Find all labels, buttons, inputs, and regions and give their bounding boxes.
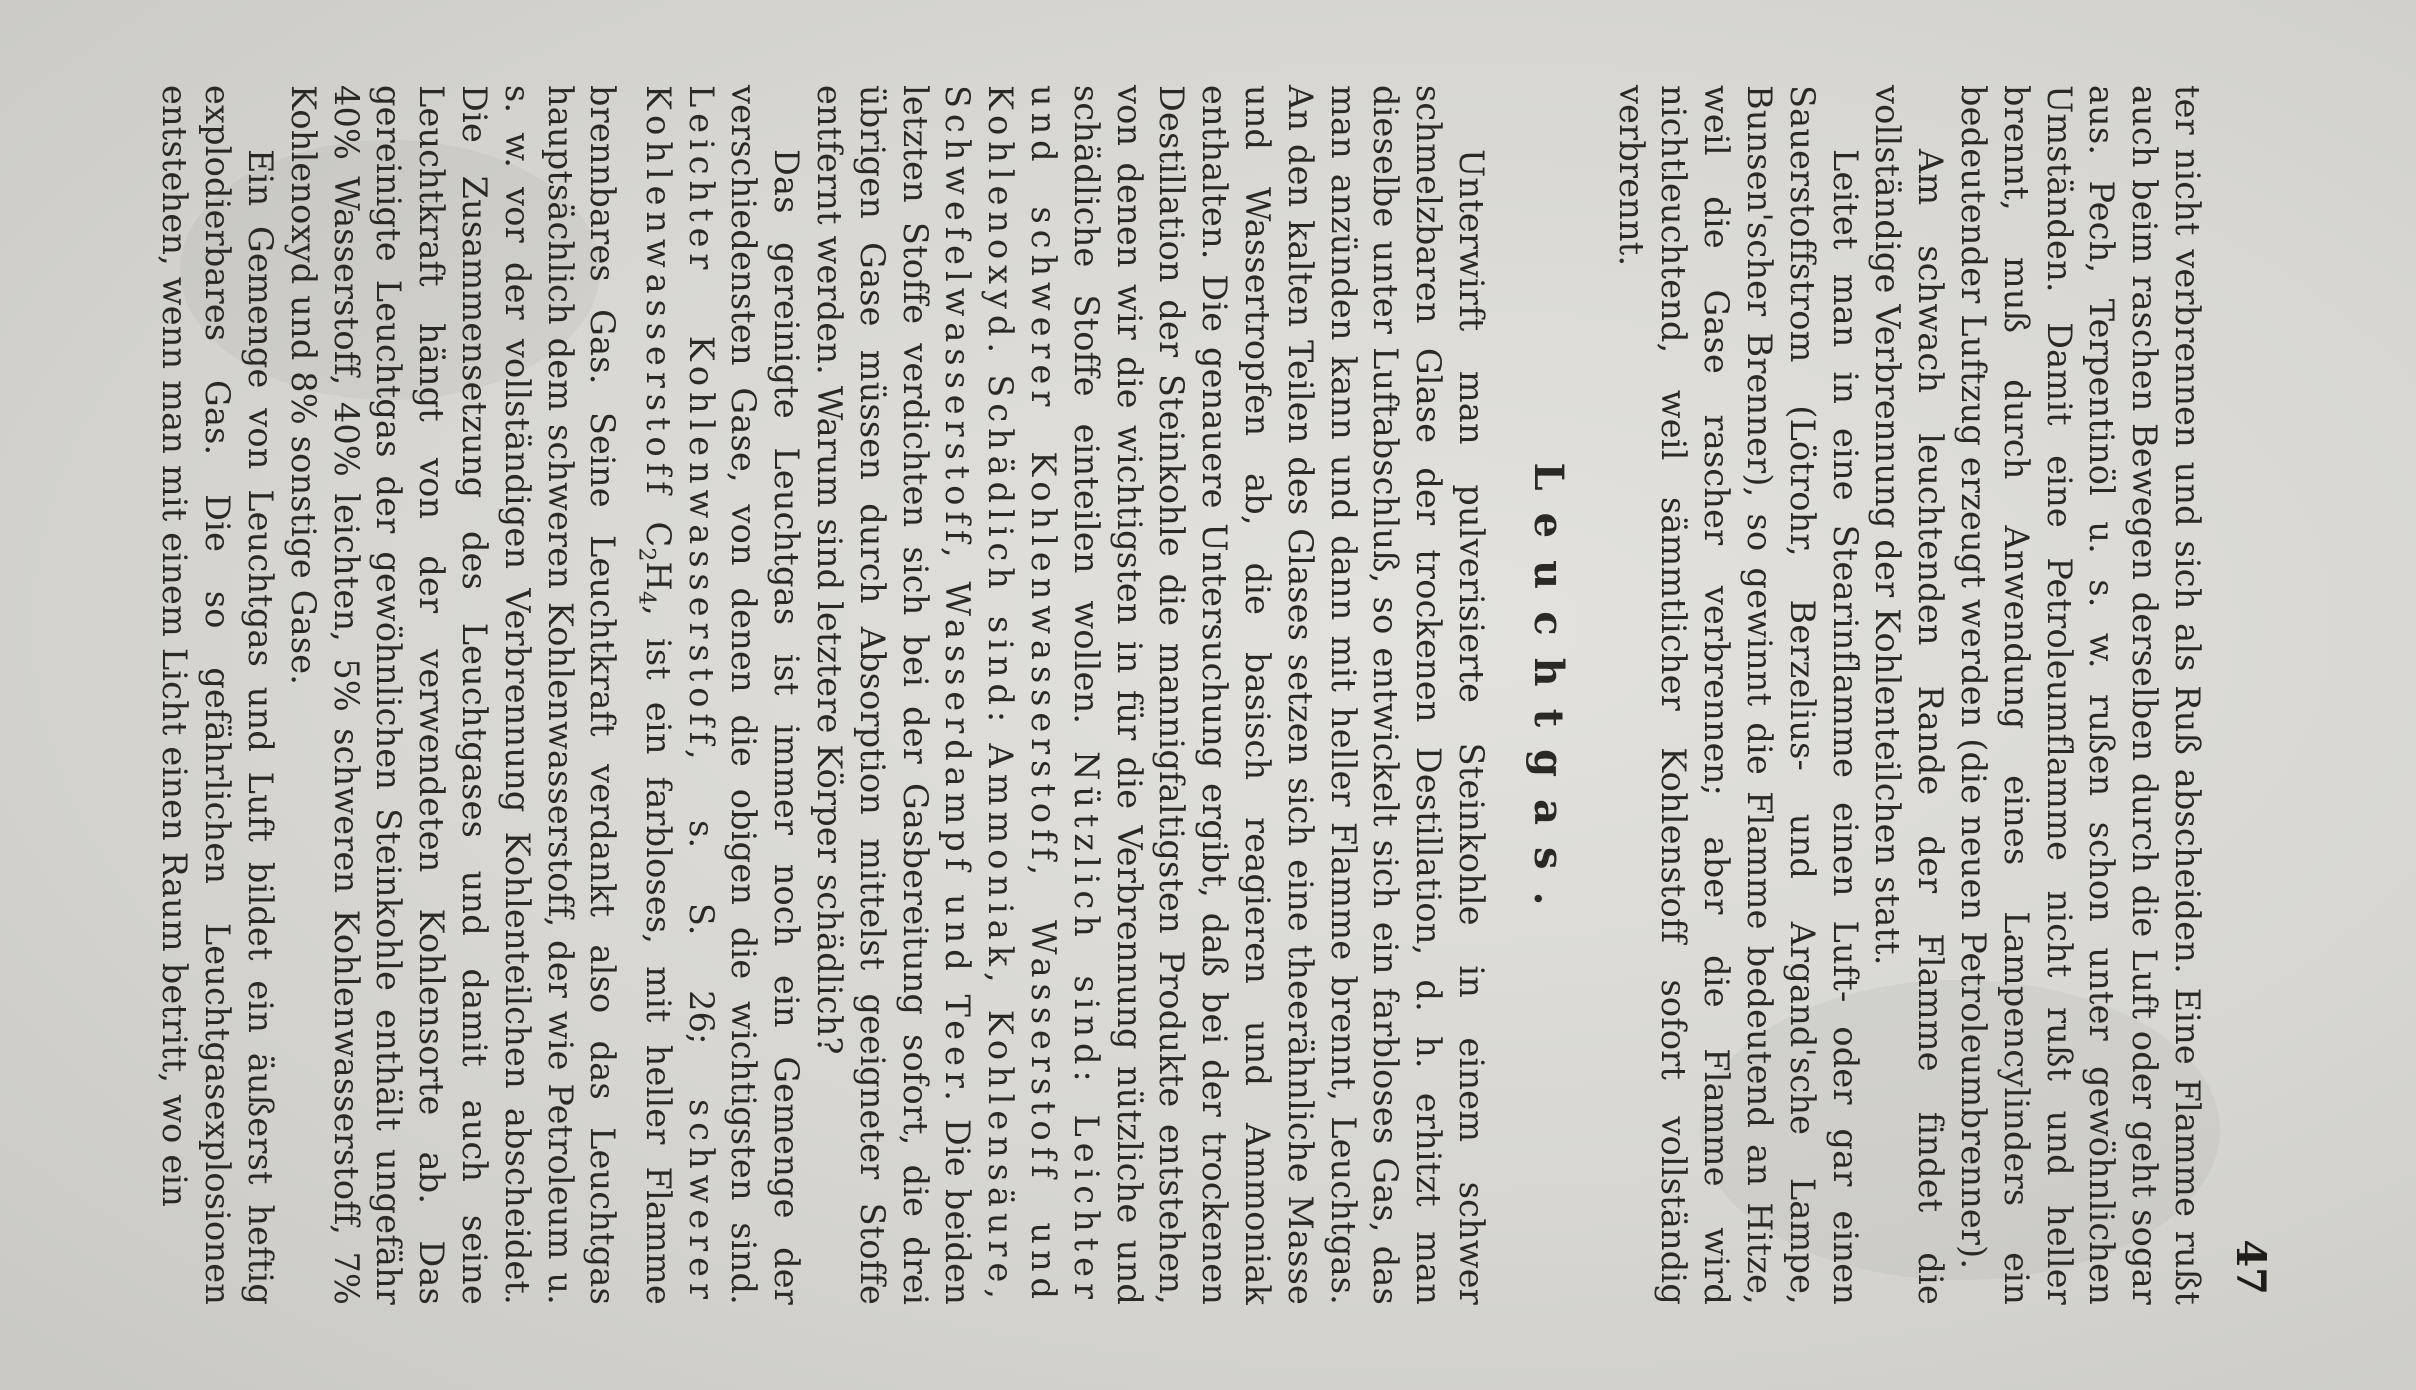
paragraph-rand: Am schwach leuchtenden Rande der Flamme findet die vollständige Verbrennung der Kohlenteilchen statt. — [1868, 85, 1951, 1305]
page-number: 47 — [2227, 1239, 2274, 1295]
schaedlich-items: Ammoniak, Kohlensäure, Schwefelwasserstoff, Wasserdampf und Teer. — [938, 85, 1021, 1305]
term-leichter-kohlenwasserstoff: Leichter Kohlenwasserstoff, — [681, 85, 721, 766]
paragraph-continuation: ter nicht verbrennen und sich als Ruß abscheiden. Eine Flamme rußt auch beim raschen Bewegen derselben durch die Luft oder geht sogar aus. Pech, Terpentinöl u. s. w. rußen schon unter gewöhnlichen Umständen. Damit eine Petroleumflamme nicht rußt und heller brennt, muß durch Anwendung eines Lampencylinders ein bedeutender Luftzug erzeugt werden (die neuen Petroleumbrenner). — [1954, 85, 2207, 1305]
page-text — [153, 85, 2208, 1305]
book-page — [118, 25, 2298, 1365]
nuetzlich-label: Nützlich sind: — [1066, 751, 1106, 1088]
chemical-formula: $C_2H_4$ — [633, 521, 678, 606]
term-schwerer-kohlenwasserstoff: schwerer Kohlenwasserstoff — [638, 85, 721, 1305]
gemenge-text: Das gereinigte Leuchtgas ist immer noch ein Gemenge der verschiedensten Gase, von denen die obigen die wichtigsten sind. — [724, 85, 807, 1305]
section-heading: Leuchtgas. — [1524, 462, 1572, 928]
paragraph-explosion: Ein Gemenge von Leuchtgas und Luft bildet ein äußerst heftig explodierbares Gas. Die so gefährlichen Leuchtgasexplosionen entstehen, wenn man mit einem Licht einen Raum betritt, wo ein — [155, 85, 281, 1305]
page-reference: s. S. 26; — [681, 820, 721, 1045]
paragraph-gemenge — [281, 85, 807, 1305]
gemenge-text-end: , ist ein farbloses, mit heller Flamme brennbares Gas. Seine Leuchtkraft verdankt also das Leuchtgas hauptsächlich dem schweren Kohlenwasserstoff, der wie Petroleum u. s. w. vor der vollständigen Verbrennung Kohlenteilchen abscheidet. Die Zusammensetzung des Leuchtgases und damit auch seine Leuchtkraft hängt von der verwendeten Kohlensorte ab. Das gereinigte Leuchtgas der gewöhnlichen Steinkohle enthält ungefähr 40% Wasserstoff, 40% leichten, 5% schweren Kohlenwasserstoff, 7% Kohlenoxyd und 8% sonstige Gase. — [283, 85, 678, 1305]
paragraph-destillation — [807, 85, 1492, 1305]
paragraph-luftstrom: Leitet man in eine Stearinflamme einen Luft- oder gar einen Sauerstoffstrom (Lötrohr, Berzelius- und Argand'sche Lampe, Bunsen'scher Brenner), so gewinnt die Flamme bedeutend an Hitze, weil die Gase rascher verbrennen; aber die Flamme wird nichtleuchtend, weil sämmtlicher Kohlenstoff sofort vollständig verbrennt. — [1611, 85, 1865, 1305]
nuetzlich-items: Leichter und schwerer Kohlenwasserstoff, Wasserstoff und Kohlenoxyd. — [981, 85, 1106, 1305]
destillation-text-end: Die beiden letzten Stoffe verdichten sich bei der Gasbereitung sofort, die drei übrigen Gase müssen durch Absorption mittelst geeigneter Stoffe entfernt werden. Warum sind letztere Körper schädlich? — [810, 85, 978, 1305]
destillation-text: Unterwirft man pulverisierte Steinkohle in einem schwer schmelzbaren Glase der trockenen Destillation, d. h. erhitzt man dieselbe unter Luftabschluß, so entwickelt sich ein farbloses Gas, das man anzünden kann und dann mit heller Flamme brennt, Leuchtgas. An den kalten Teilen des Glases setzen sich eine theerähnliche Masse und Wassertropfen ab, die basisch reagieren und Ammoniak enthalten. Die genauere Untersuchung ergibt, daß bei der trockenen Destillation der Steinkohle die mannigfaltigsten Produkte entstehen, von denen wir die wichtigsten in für die Verbrennung nützliche und schädliche Stoffe einteilen wollen. — [1066, 85, 1492, 1305]
schaedlich-label: Schädlich sind: — [981, 374, 1021, 729]
